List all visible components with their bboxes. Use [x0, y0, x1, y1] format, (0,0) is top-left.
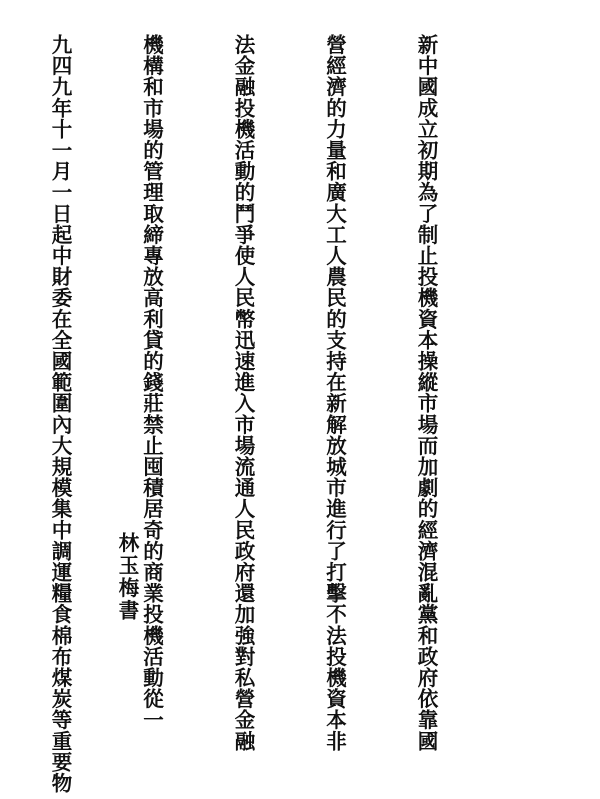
calligraphy-text	[0, 34, 502, 794]
text-column: 營經濟的力量和廣大工人農民的支持在新解放城市進行了打擊不法投機資本非	[322, 34, 347, 752]
text-column: 法金融投機活動的鬥爭使人民幣迅速進入市場流通人民政府還加強對私營金融	[231, 34, 255, 752]
text-column: 九四九年十一月一日起中財委在全國範圍內大規模集中調運糧食棉布煤炭等重要物	[48, 34, 72, 794]
calligrapher-signature: 林玉梅書	[115, 532, 139, 622]
text-column: 新中國成立初期為了制止投機資本操縱市場而加劇的經濟混亂黨和政府依靠國	[414, 34, 438, 752]
text-column: 機構和市場的管理取締專放高利貸的錢莊禁止囤積居奇的商業投機活動從一	[139, 34, 164, 731]
